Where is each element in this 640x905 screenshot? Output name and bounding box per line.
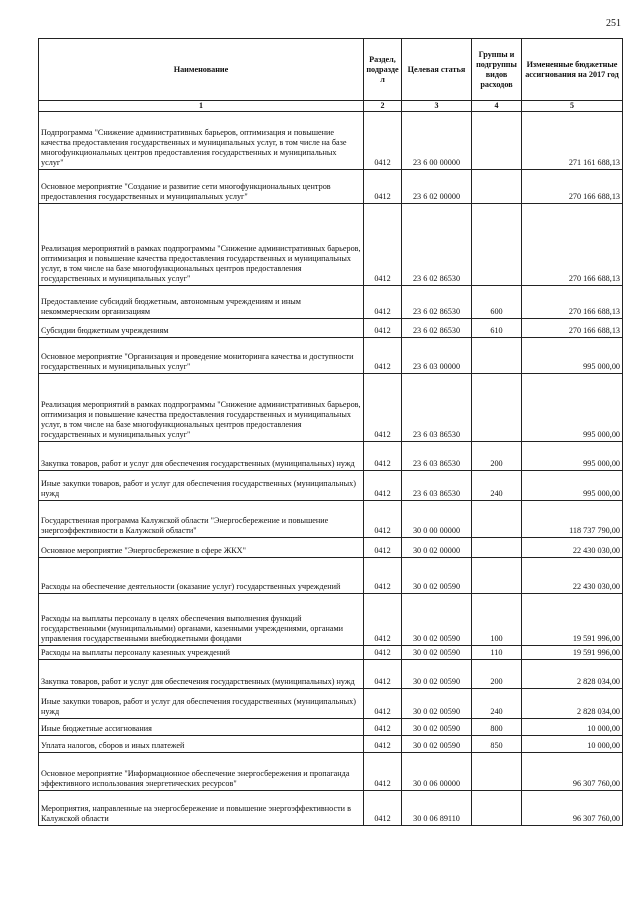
table-row xyxy=(39,500,623,537)
row-amount: 19 591 996,00 xyxy=(522,593,623,645)
row-section: 0412 xyxy=(364,500,402,537)
row-target: 30 0 06 89110 xyxy=(402,790,472,825)
row-group xyxy=(472,337,522,373)
row-name: Мероприятия, направленные на энергосбережение и повышение энергоэффективности в Калужской области xyxy=(39,790,364,825)
row-group: 240 xyxy=(472,470,522,500)
row-target: 23 6 02 00000 xyxy=(402,169,472,203)
row-target: 23 6 03 86530 xyxy=(402,441,472,470)
table-row xyxy=(39,557,623,593)
row-group xyxy=(472,203,522,285)
row-amount: 10 000,00 xyxy=(522,718,623,735)
table-row xyxy=(39,752,623,790)
table-row xyxy=(39,735,623,752)
row-name: Субсидии бюджетным учреждениям xyxy=(39,318,364,337)
row-section: 0412 xyxy=(364,688,402,718)
row-name: Уплата налогов, сборов и иных платежей xyxy=(39,735,364,752)
row-amount: 10 000,00 xyxy=(522,735,623,752)
row-section: 0412 xyxy=(364,373,402,441)
row-name: Основное мероприятие "Информационное обеспечение энергосбережения и пропаганда эффективного использования энергетических ресурсов" xyxy=(39,752,364,790)
row-target: 23 6 03 00000 xyxy=(402,337,472,373)
row-target: 30 0 02 00590 xyxy=(402,645,472,659)
row-group: 200 xyxy=(472,441,522,470)
row-section: 0412 xyxy=(364,718,402,735)
row-target: 30 0 02 00590 xyxy=(402,557,472,593)
row-group: 100 xyxy=(472,593,522,645)
row-amount: 270 166 688,13 xyxy=(522,285,623,318)
budget-table xyxy=(38,38,623,826)
row-name: Основное мероприятие "Создание и развитие сети многофункциональных центров предоставления государственных и муниципальных услуг" xyxy=(39,169,364,203)
header-section: Раздел, подразде л xyxy=(364,39,402,101)
row-name: Основное мероприятие "Организация и проведение мониторинга качества и доступности государственных и муниципальных услуг" xyxy=(39,337,364,373)
column-number: 5 xyxy=(522,101,623,112)
row-section: 0412 xyxy=(364,645,402,659)
row-group: 240 xyxy=(472,688,522,718)
row-section: 0412 xyxy=(364,790,402,825)
row-target: 30 0 02 00590 xyxy=(402,593,472,645)
table-row xyxy=(39,373,623,441)
row-amount: 96 307 760,00 xyxy=(522,752,623,790)
table-row xyxy=(39,537,623,557)
row-name: Расходы на выплаты персоналу в целях обеспечения выполнения функций государственными (муниципальными) органами, казенными учреждениями, органами управления государственными внебюджетными фондами xyxy=(39,593,364,645)
column-number: 4 xyxy=(472,101,522,112)
table-row xyxy=(39,285,623,318)
row-name: Расходы на выплаты персоналу казенных учреждений xyxy=(39,645,364,659)
column-number: 2 xyxy=(364,101,402,112)
row-target: 30 0 06 00000 xyxy=(402,752,472,790)
row-name: Реализация мероприятий в рамках подпрограммы "Снижение административных барьеров, оптимизация и повышение качества предоставления государственных и муниципальных услуг, в том числе на базе многофункциональных центров предоставления государственных и муниципальных услуг" xyxy=(39,373,364,441)
table-row xyxy=(39,169,623,203)
table-row xyxy=(39,645,623,659)
row-group: 800 xyxy=(472,718,522,735)
row-target: 30 0 02 00590 xyxy=(402,718,472,735)
table-row xyxy=(39,688,623,718)
row-section: 0412 xyxy=(364,203,402,285)
column-number: 1 xyxy=(39,101,364,112)
row-section: 0412 xyxy=(364,557,402,593)
row-target: 30 0 02 00590 xyxy=(402,688,472,718)
row-amount: 22 430 030,00 xyxy=(522,537,623,557)
table-row xyxy=(39,470,623,500)
row-amount: 995 000,00 xyxy=(522,373,623,441)
row-group xyxy=(472,790,522,825)
table-row xyxy=(39,441,623,470)
row-group: 110 xyxy=(472,645,522,659)
row-target: 23 6 00 00000 xyxy=(402,111,472,169)
row-group: 610 xyxy=(472,318,522,337)
table-row xyxy=(39,593,623,645)
row-amount: 118 737 790,00 xyxy=(522,500,623,537)
row-amount: 19 591 996,00 xyxy=(522,645,623,659)
row-name: Государственная программа Калужской области "Энергосбережение и повышение энергоэффективности в Калужской области" xyxy=(39,500,364,537)
table-row xyxy=(39,318,623,337)
row-amount: 270 166 688,13 xyxy=(522,169,623,203)
row-amount: 995 000,00 xyxy=(522,470,623,500)
row-section: 0412 xyxy=(364,285,402,318)
row-target: 30 0 02 00000 xyxy=(402,537,472,557)
row-section: 0412 xyxy=(364,593,402,645)
row-group xyxy=(472,500,522,537)
row-group xyxy=(472,537,522,557)
row-target: 30 0 00 00000 xyxy=(402,500,472,537)
page-number: 251 xyxy=(606,18,621,29)
row-group: 850 xyxy=(472,735,522,752)
table-row xyxy=(39,337,623,373)
row-section: 0412 xyxy=(364,752,402,790)
row-group xyxy=(472,557,522,593)
row-section: 0412 xyxy=(364,169,402,203)
row-amount: 995 000,00 xyxy=(522,337,623,373)
row-group xyxy=(472,373,522,441)
row-amount: 270 166 688,13 xyxy=(522,318,623,337)
table-row xyxy=(39,111,623,169)
row-section: 0412 xyxy=(364,337,402,373)
table-row xyxy=(39,718,623,735)
row-name: Предоставление субсидий бюджетным, автономным учреждениям и иным некоммерческим организациям xyxy=(39,285,364,318)
table-header xyxy=(39,39,623,112)
row-target: 23 6 02 86530 xyxy=(402,203,472,285)
table-body xyxy=(39,111,623,825)
row-section: 0412 xyxy=(364,470,402,500)
table-row xyxy=(39,203,623,285)
row-target: 23 6 03 86530 xyxy=(402,373,472,441)
row-group: 600 xyxy=(472,285,522,318)
row-amount: 2 828 034,00 xyxy=(522,688,623,718)
table-row xyxy=(39,790,623,825)
row-name: Закупка товаров, работ и услуг для обеспечения государственных (муниципальных) нужд xyxy=(39,441,364,470)
row-amount: 22 430 030,00 xyxy=(522,557,623,593)
row-name: Подпрограмма "Снижение административных барьеров, оптимизация и повышение качества предоставления государственных и муниципальных услуг, в том числе на базе многофункциональных центров предоставления государственных и муниципальных услуг" xyxy=(39,111,364,169)
header-groups: Группы и подгруппы видов расходов xyxy=(472,39,522,101)
row-section: 0412 xyxy=(364,111,402,169)
row-amount: 270 166 688,13 xyxy=(522,203,623,285)
row-name: Иные закупки товаров, работ и услуг для обеспечения государственных (муниципальных) нужд xyxy=(39,470,364,500)
row-target: 30 0 02 00590 xyxy=(402,735,472,752)
row-name: Иные закупки товаров, работ и услуг для обеспечения государственных (муниципальных) нужд xyxy=(39,688,364,718)
row-section: 0412 xyxy=(364,318,402,337)
header-amount: Измененные бюджетные ассигнования на 2017 год xyxy=(522,39,623,101)
row-group xyxy=(472,169,522,203)
row-name: Иные бюджетные ассигнования xyxy=(39,718,364,735)
row-group xyxy=(472,111,522,169)
table-row xyxy=(39,659,623,688)
row-name: Реализация мероприятий в рамках подпрограммы "Снижение административных барьеров, оптимизация и повышение качества предоставления государственных и муниципальных услуг, в том числе на базе многофункциональных центров предоставления государственных и муниципальных услуг" xyxy=(39,203,364,285)
row-section: 0412 xyxy=(364,659,402,688)
row-name: Основное мероприятие "Энергосбережение в сфере ЖКХ" xyxy=(39,537,364,557)
row-amount: 2 828 034,00 xyxy=(522,659,623,688)
row-amount: 995 000,00 xyxy=(522,441,623,470)
row-target: 23 6 03 86530 xyxy=(402,470,472,500)
row-section: 0412 xyxy=(364,441,402,470)
column-number: 3 xyxy=(402,101,472,112)
row-target: 23 6 02 86530 xyxy=(402,285,472,318)
row-amount: 271 161 688,13 xyxy=(522,111,623,169)
row-name: Закупка товаров, работ и услуг для обеспечения государственных (муниципальных) нужд xyxy=(39,659,364,688)
row-section: 0412 xyxy=(364,537,402,557)
row-section: 0412 xyxy=(364,735,402,752)
header-name: Наименование xyxy=(39,39,364,101)
row-amount: 96 307 760,00 xyxy=(522,790,623,825)
row-target: 30 0 02 00590 xyxy=(402,659,472,688)
header-target: Целевая статья xyxy=(402,39,472,101)
row-group xyxy=(472,752,522,790)
row-target: 23 6 02 86530 xyxy=(402,318,472,337)
row-group: 200 xyxy=(472,659,522,688)
row-name: Расходы на обеспечение деятельности (оказание услуг) государственных учреждений xyxy=(39,557,364,593)
